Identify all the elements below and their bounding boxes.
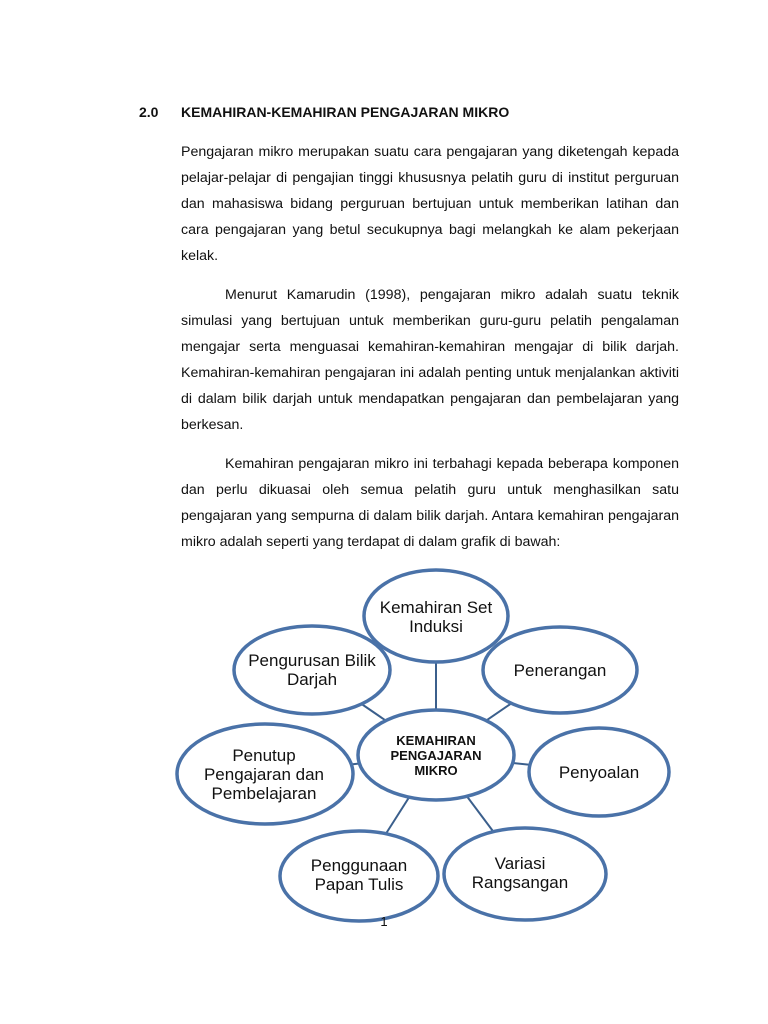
center-node-label: KEMAHIRAN PENGAJARAN MIKRO (390, 732, 482, 778)
node-label-penyoalan: Penyoalan (558, 762, 640, 782)
node-label-penerangan: Penerangan (513, 660, 607, 680)
paragraph-3: Kemahiran pengajaran mikro ini terbahagi kepada beberapa komponen dan perlu dikuasai oleh semua pelatih guru untuk menghasilkan satu pengajaran yang sempurna di dalam bilik darjah. Antara kemahiran pengajaran mikro adalah seperti yang terdapat di dalam grafik di bawah: (181, 456, 679, 550)
paragraph-1: Pengajaran mikro merupakan suatu cara pengajaran yang diketengah kepada pelajar-pelajar di pengajian tinggi khususnya pelatih guru di institut perguruan dan mahasiswa bidang perguruan bertujuan untuk memberikan latihan dan cara pengajaran yang betul secukupnya bagi melangkah ke alam pekerjaan kelak. (181, 144, 679, 264)
paragraph-2: Menurut Kamarudin (1998), pengajaran mikro adalah suatu teknik simulasi yang bertujuan untuk memberikan guru-guru pelatih pengalaman mengajar serta menguasai kemahiran-kemahiran mengajar di bilik darjah. Kemahiran-kemahiran pengajaran ini adalah penting untuk menjalankan aktiviti di dalam bilik darjah untuk mendapatkan pengajaran dan pembelajaran yang berkesan. (181, 287, 679, 433)
node-label-penutup-pengajaran: Penutup Pengajaran dan Pembelajaran (203, 745, 325, 803)
section-number: 2.0 (139, 104, 159, 120)
node-label-variasi-rangsangan: Variasi Rangsangan (471, 854, 569, 892)
node-label-kemahiran-set-induksi: Kemahiran Set Induksi (379, 598, 493, 636)
section-title: KEMAHIRAN-KEMAHIRAN PENGAJARAN MIKRO (181, 104, 510, 120)
node-label-penggunaan-papan-tulis: Penggunaan Papan Tulis (310, 856, 408, 894)
page-number: 1 (380, 914, 388, 929)
node-label-pengurusan-bilik-darjah: Pengurusan Bilik Darjah (248, 651, 376, 689)
